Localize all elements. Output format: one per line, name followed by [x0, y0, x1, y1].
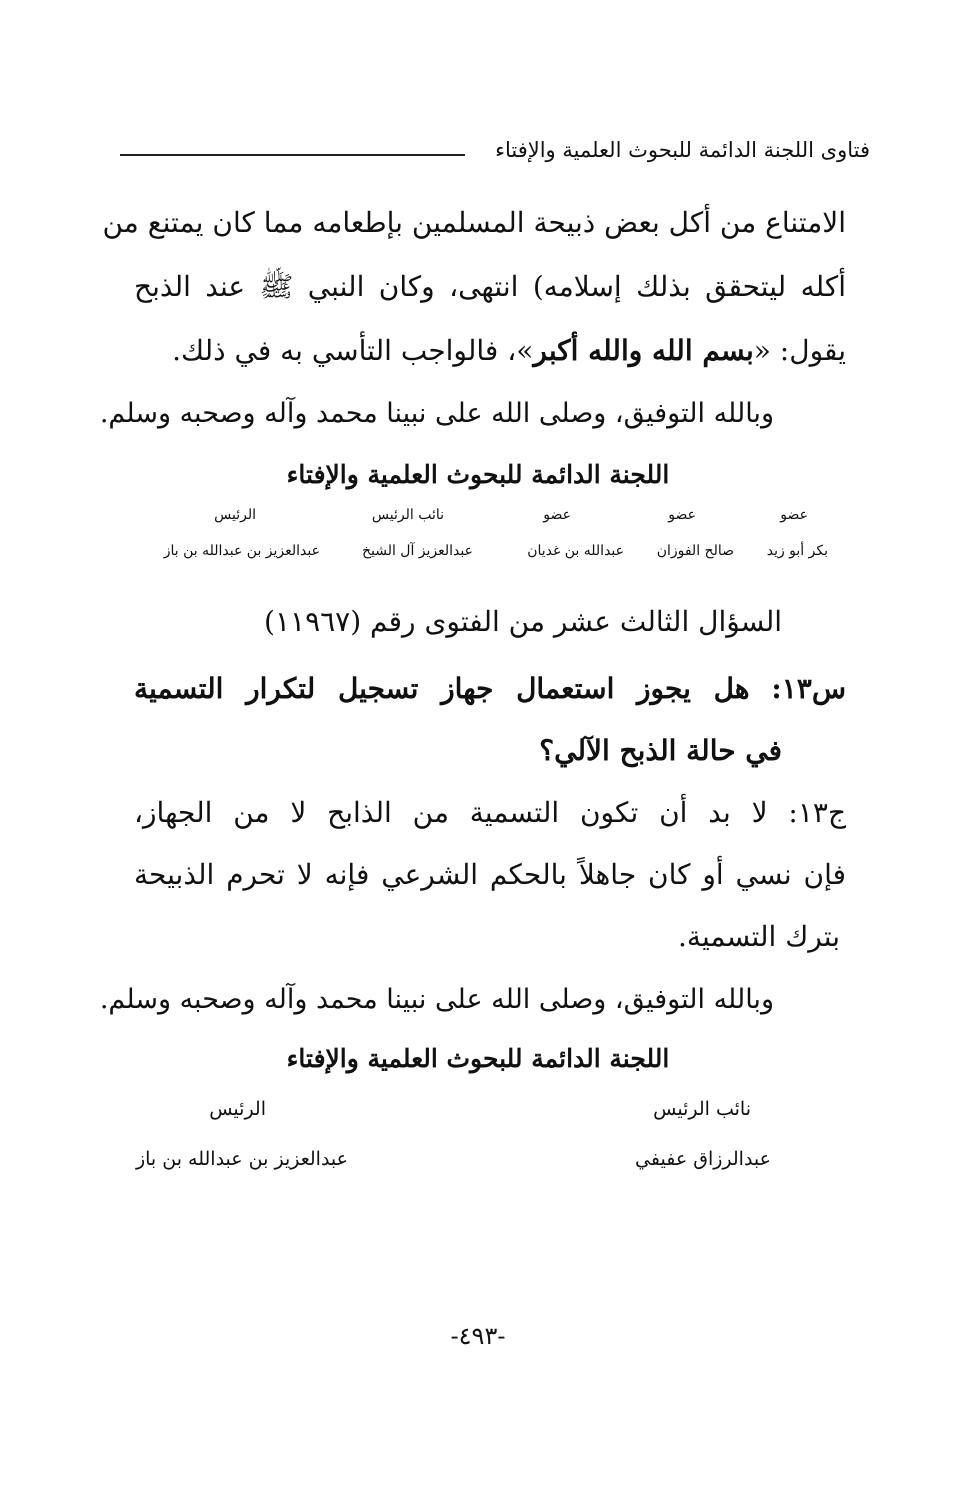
closing-formula-1: وبالله التوفيق، وصلى الله على نبينا محمد وآله وصحبه وسلم. — [99, 398, 774, 429]
signatory-role-4: نائب الرئيس — [371, 507, 444, 523]
signatory-name-5: عبدالعزيز بن عبدالله بن باز — [163, 543, 320, 559]
quote-prefix: يقول: « — [753, 334, 846, 367]
signatory2-role-1: نائب الرئيس — [653, 1098, 751, 1120]
body-line-2: أكله ليتحقق بذلك إسلامه) انتهى، وكان النبي ﷺ عند الذبح — [134, 270, 846, 303]
quote-suffix: »، فالواجب التأسي به في ذلك. — [172, 334, 534, 367]
answer-text-1: لا بد أن تكون التسمية من الذابح لا من الجهاز، — [134, 796, 768, 829]
signatory-name-3: عبدالله بن غديان — [527, 543, 624, 559]
page-number: -٤٩٣- — [450, 1322, 506, 1350]
question-reference: السؤال الثالث عشر من الفتوى رقم (١١٩٦٧) — [264, 605, 782, 638]
signatory-role-5: الرئيس — [214, 507, 256, 523]
question-label: س١٣: — [771, 672, 846, 705]
signatory-name-2: صالح الفوزان — [656, 543, 734, 559]
closing-formula-2: وبالله التوفيق، وصلى الله على نبينا محمد وآله وصحبه وسلم. — [99, 984, 774, 1015]
answer-line-1 — [134, 796, 846, 829]
signatory-name-4: عبدالعزيز آل الشيخ — [361, 543, 473, 559]
signatory-role-2: عضو — [668, 507, 696, 523]
committee-heading-2: اللجنة الدائمة للبحوث العلمية والإفتاء — [286, 1044, 670, 1073]
committee-heading-1: اللجنة الدائمة للبحوث العلمية والإفتاء — [286, 460, 670, 489]
answer-line-3: بترك التسمية. — [678, 920, 840, 953]
body-line-3 — [134, 334, 846, 367]
signatory2-name-1: عبدالرزاق عفيفي — [635, 1148, 771, 1170]
signatory2-role-2: الرئيس — [209, 1098, 266, 1120]
question-line-2: في حالة الذبح الآلي؟ — [539, 734, 782, 767]
answer-label: ج١٣: — [788, 796, 847, 829]
question-text-1: هل يجوز استعمال جهاز تسجيل لتكرار التسمية — [134, 672, 750, 705]
running-header: فتاوى اللجنة الدائمة للبحوث العلمية والإفتاء — [495, 138, 870, 162]
tasmiya-quote: بسم الله والله أكبر — [533, 334, 754, 367]
signatory-name-1: بكر أبو زيد — [766, 543, 828, 559]
signatory-role-1: عضو — [780, 507, 808, 523]
answer-line-2: فإن نسي أو كان جاهلاً بالحكم الشرعي فإنه لا تحرم الذبيحة — [134, 858, 846, 891]
signatory-role-3: عضو — [543, 507, 571, 523]
question-line-1 — [134, 672, 846, 705]
signatory2-name-2: عبدالعزيز بن عبدالله بن باز — [135, 1148, 348, 1170]
header-rule — [120, 154, 465, 156]
body-line-1: الامتناع من أكل بعض ذبيحة المسلمين بإطعامه مما كان يمتنع من — [102, 206, 846, 239]
